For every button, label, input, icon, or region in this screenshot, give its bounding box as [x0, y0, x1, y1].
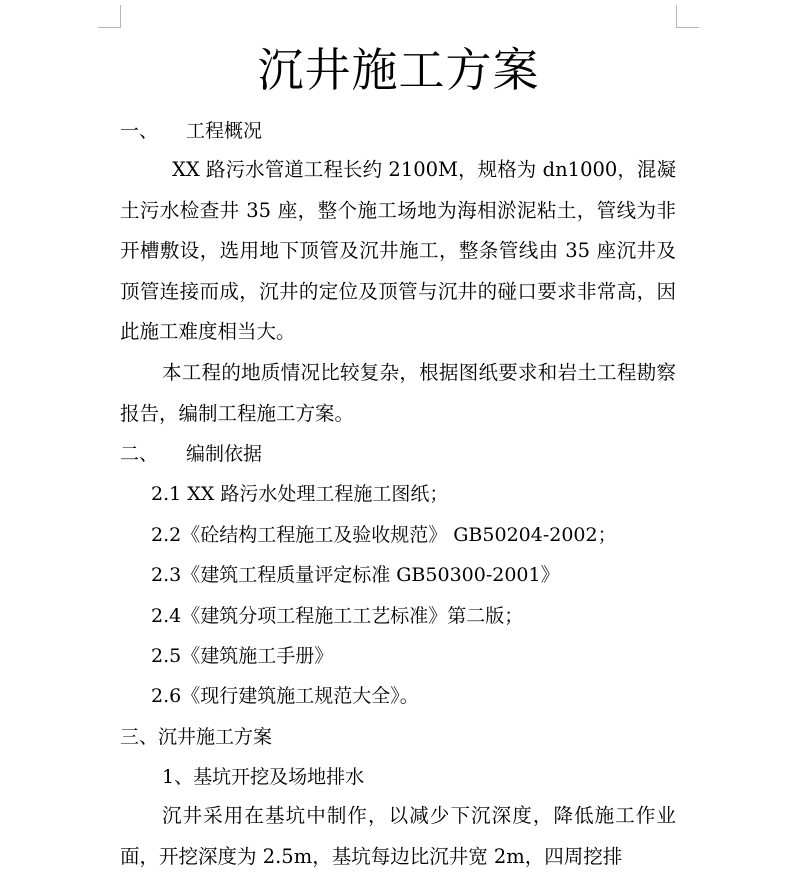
section1-paragraph-2: 本工程的地质情况比较复杂，根据图纸要求和岩土工程勘察报告，编制工程施工方案。 — [120, 361, 676, 425]
crop-mark-top-right — [676, 5, 699, 28]
section2-heading-number: 二、 — [120, 443, 159, 465]
reference-item-6: 2.6《现行建筑施工规范大全》。 — [151, 685, 419, 707]
section1-heading — [120, 118, 262, 144]
section3-subheading-1: 1、基坑开挖及场地排水 — [162, 766, 365, 788]
section2-heading — [120, 441, 262, 467]
section3-heading: 三、沉井施工方案 — [120, 726, 273, 748]
reference-item-1: 2.1 XX 路污水处理工程施工图纸； — [151, 483, 449, 505]
reference-item-3: 2.3《建筑工程质量评定标准 GB50300-2001》 — [151, 564, 560, 586]
reference-item-2: 2.2《砼结构工程施工及验收规范》 GB50204-2002； — [151, 524, 617, 546]
section1-paragraph-1: XX 路污水管道工程长约 2100M，规格为 dn1000，混凝土污水检查井 35 座，整个施工场地为海相淤泥粘土，管线为非开槽敷设，选用地下顶管及沉井施工，整条管线由 35 座沉井及顶管连接而成，沉井的定位及顶管与沉井的碰口要求非常高，因此施工难度相当大。 — [120, 158, 676, 343]
section1-heading-text: 工程概况 — [186, 120, 263, 142]
crop-mark-top-left — [98, 5, 121, 28]
section2-heading-text: 编制依据 — [186, 443, 263, 465]
reference-item-5: 2.5《建筑施工手册》 — [151, 645, 334, 667]
document-title: 沉井施工方案 — [257, 43, 540, 97]
section1-heading-number: 一、 — [120, 120, 159, 142]
reference-item-4: 2.4《建筑分项工程施工工艺标准》第二版； — [151, 605, 524, 627]
section3-paragraph-1: 沉井采用在基坑中制作，以减少下沉深度，降低施工作业面，开挖深度为 2.5m，基坑每边比沉井宽 2m，四周挖排 — [120, 804, 676, 868]
